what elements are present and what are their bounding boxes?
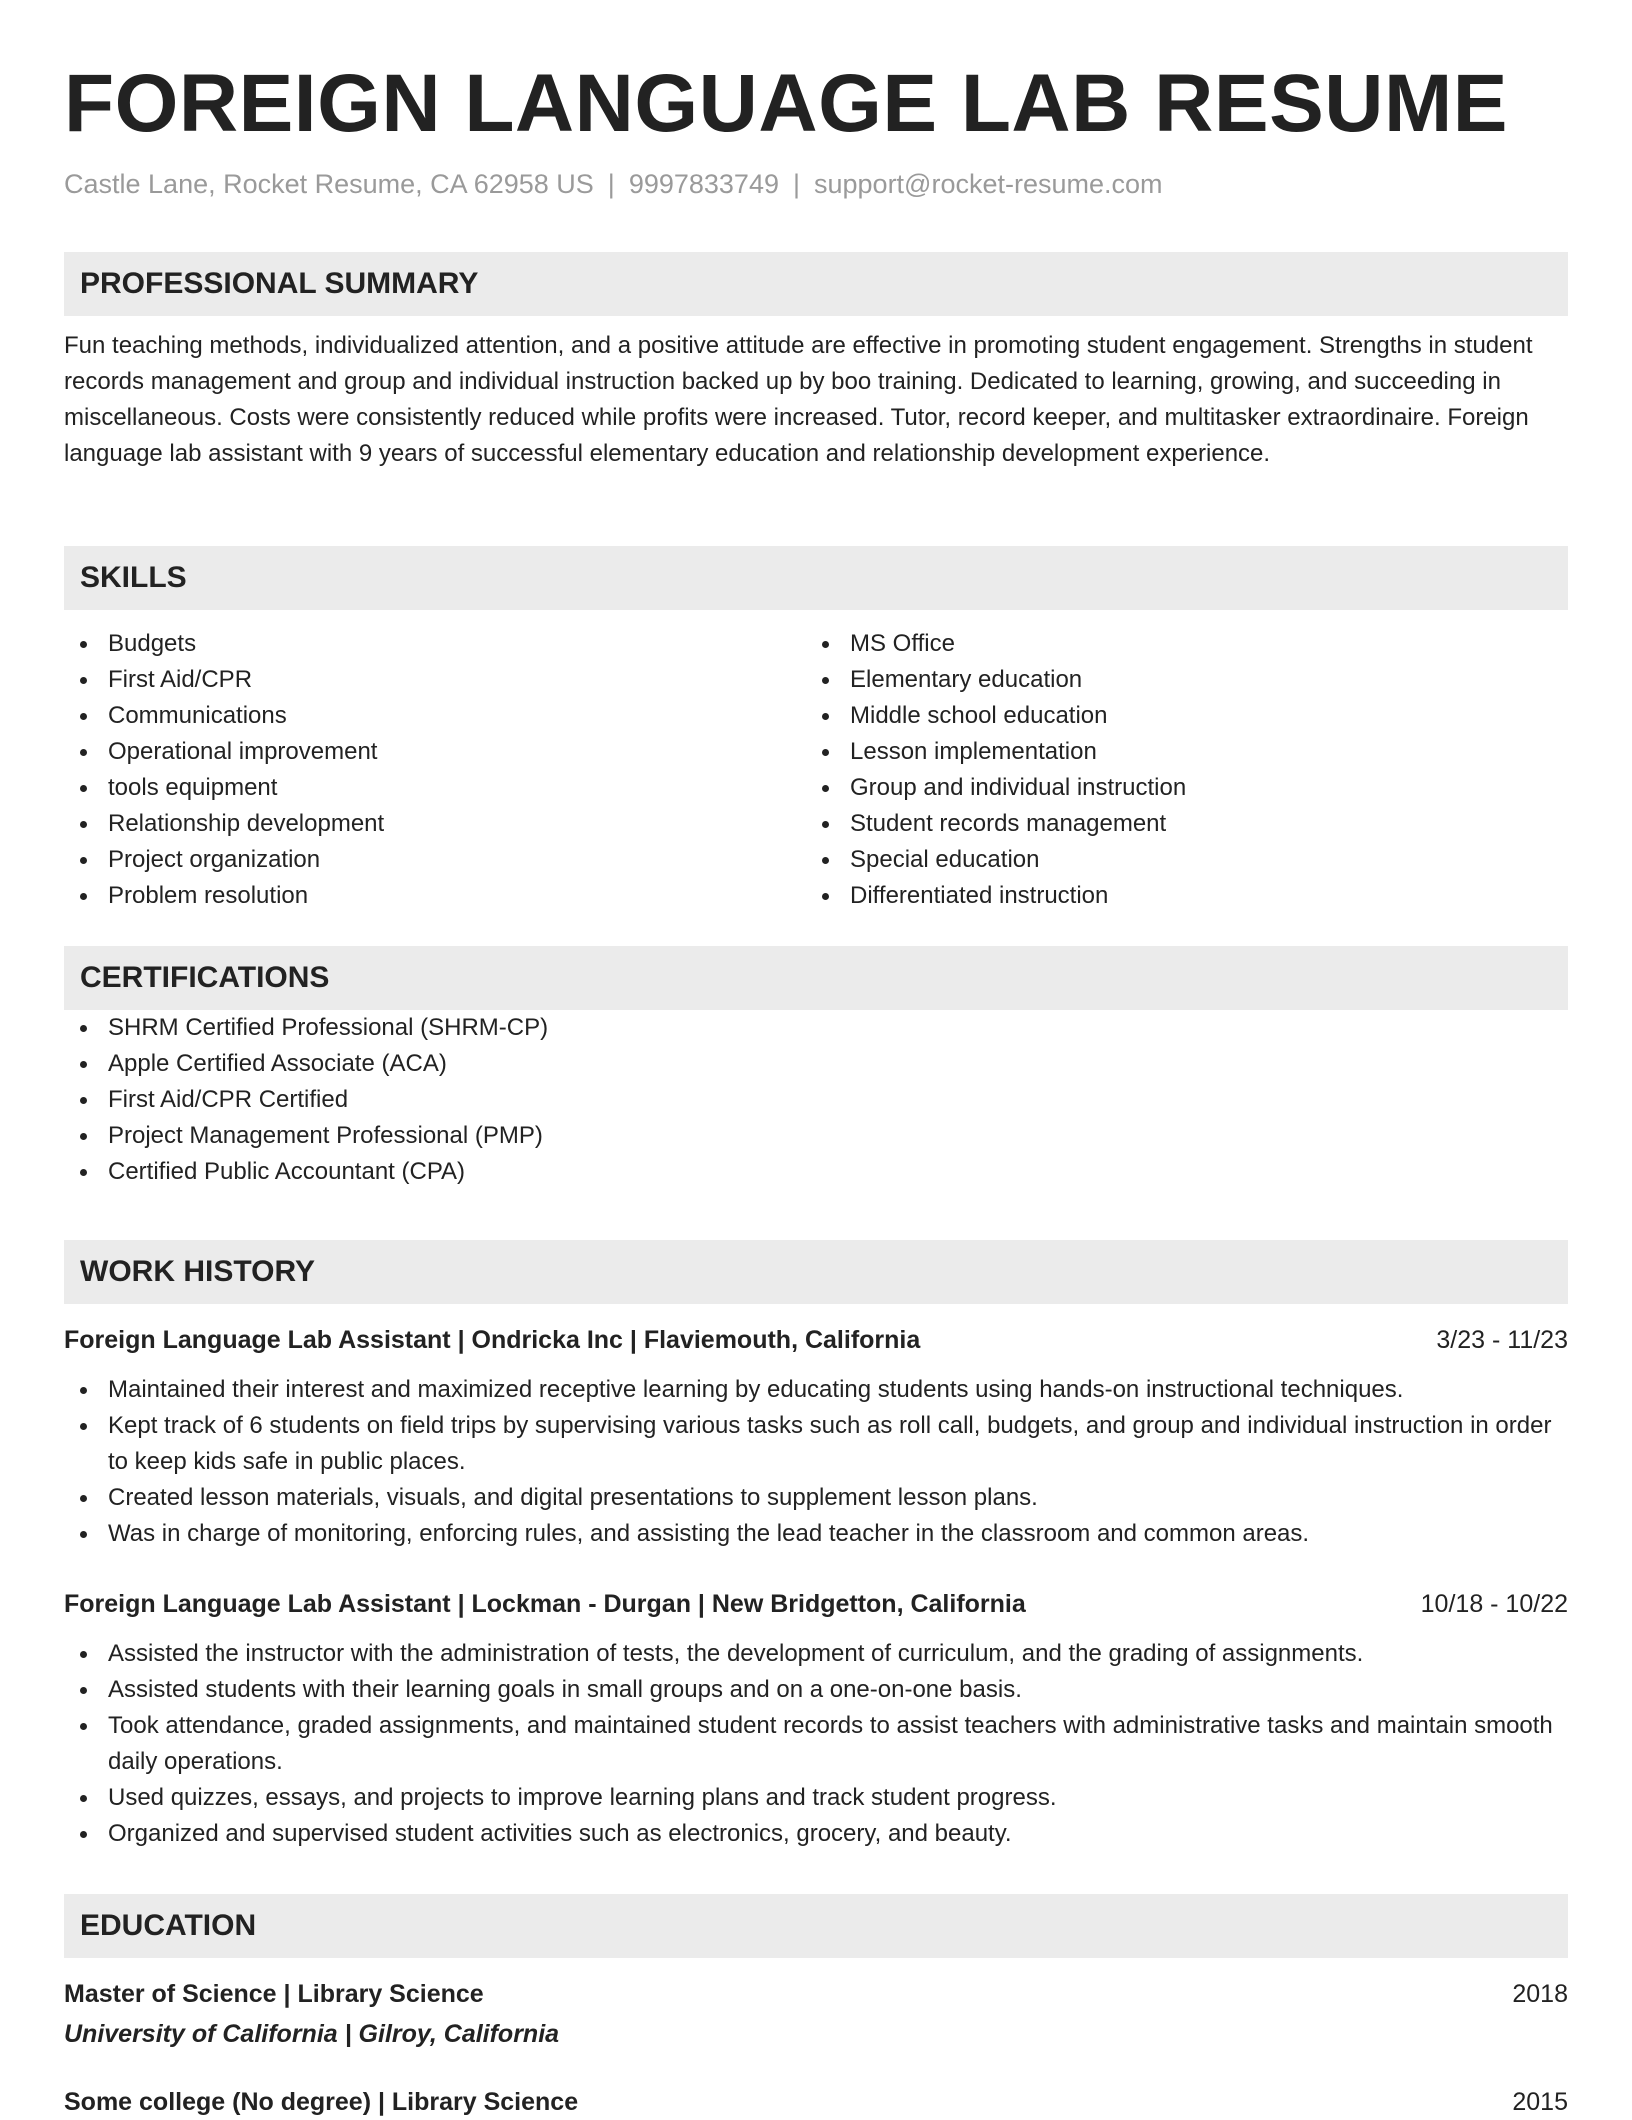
- skills-section: [64, 546, 1568, 914]
- job-bullet: Assisted the instructor with the administration of tests, the development of curriculum, and the grading of assignments.: [64, 1636, 1568, 1672]
- work-history-heading: WORK HISTORY: [64, 1240, 1568, 1304]
- education-entry: [64, 2084, 1568, 2120]
- contact-phone: 9997833749: [628, 169, 779, 199]
- job-entry: [64, 1586, 1568, 1852]
- education-heading: EDUCATION: [64, 1894, 1568, 1958]
- skill-item: Differentiated instruction: [806, 878, 1548, 914]
- skills-heading: SKILLS: [64, 546, 1568, 610]
- contact-separator: |: [607, 169, 615, 199]
- certifications-list: [64, 1010, 1568, 1190]
- skill-item: Student records management: [806, 806, 1548, 842]
- education-entry: [64, 1976, 1568, 2052]
- contact-email[interactable]: support@rocket-resume.com: [814, 169, 1163, 199]
- skill-item: MS Office: [806, 626, 1548, 662]
- certification-item: First Aid/CPR Certified: [64, 1082, 1568, 1118]
- job-bullet: Used quizzes, essays, and projects to improve learning plans and track student progress.: [64, 1780, 1568, 1816]
- certifications-section: [64, 946, 1568, 1190]
- job-header: [64, 1586, 1568, 1622]
- resume-header: [64, 52, 1568, 202]
- summary-text: Fun teaching methods, individualized attention, and a positive attitude are effective in promoting student engagement. Strengths in student records management and group and individual instruction backed up by boo training. Dedicated to learning, growing, and succeeding in miscellaneous. Costs were consistently reduced while profits were increased. Tutor, record keeper, and multitasker extraordinaire. Foreign language lab assistant with 9 years of successful elementary education and relationship development experience.: [64, 332, 1533, 467]
- job-bullet: Maintained their interest and maximized receptive learning by educating students using hands-on instructional techniques.: [64, 1372, 1568, 1408]
- skill-item: Lesson implementation: [806, 734, 1548, 770]
- job-title: Foreign Language Lab Assistant | Ondricka Inc | Flaviemouth, California: [64, 1326, 921, 1354]
- skills-list-right: [806, 626, 1548, 914]
- education-header: [64, 2084, 1568, 2120]
- job-bullet: Created lesson materials, visuals, and digital presentations to supplement lesson plans.: [64, 1480, 1568, 1516]
- job-title: Foreign Language Lab Assistant | Lockman - Durgan | New Bridgetton, California: [64, 1590, 1026, 1618]
- education-year: 2018: [1512, 1980, 1568, 2008]
- skill-item: Elementary education: [806, 662, 1548, 698]
- job-bullet: Assisted students with their learning goals in small groups and on a one-on-one basis.: [64, 1672, 1568, 1708]
- job-bullet: Kept track of 6 students on field trips by supervising various tasks such as roll call, budgets, and group and individual instruction in order to keep kids safe in public places.: [64, 1408, 1568, 1480]
- certifications-heading: CERTIFICATIONS: [64, 946, 1568, 1010]
- job-bullets: [64, 1372, 1568, 1552]
- education-year: 2015: [1512, 2088, 1568, 2116]
- job-bullet: Was in charge of monitoring, enforcing rules, and assisting the lead teacher in the classroom and common areas.: [64, 1516, 1568, 1552]
- skill-item: Operational improvement: [64, 734, 806, 770]
- skill-item: Relationship development: [64, 806, 806, 842]
- contact-line: [64, 166, 1568, 202]
- education-school: University of California | Gilroy, California: [64, 2020, 560, 2048]
- certification-item: SHRM Certified Professional (SHRM-CP): [64, 1010, 1568, 1046]
- resume-title: FOREIGN LANGUAGE LAB RESUME: [64, 58, 1508, 149]
- certification-item: Certified Public Accountant (CPA): [64, 1154, 1568, 1190]
- job-header: [64, 1322, 1568, 1358]
- contact-address: Castle Lane, Rocket Resume, CA 62958 US: [64, 169, 594, 199]
- certification-item: Project Management Professional (PMP): [64, 1118, 1568, 1154]
- summary-heading: PROFESSIONAL SUMMARY: [64, 252, 1568, 316]
- skill-item: Project organization: [64, 842, 806, 878]
- skill-item: Group and individual instruction: [806, 770, 1548, 806]
- skill-item: Problem resolution: [64, 878, 806, 914]
- summary-section: [64, 252, 1568, 472]
- skill-item: Special education: [806, 842, 1548, 878]
- job-bullet: Took attendance, graded assignments, and maintained student records to assist teachers with administrative tasks and maintain smooth daily operations.: [64, 1708, 1568, 1780]
- skills-list-left: [64, 626, 806, 914]
- job-bullet: Organized and supervised student activities such as electronics, grocery, and beauty.: [64, 1816, 1568, 1852]
- skill-item: First Aid/CPR: [64, 662, 806, 698]
- job-entry: [64, 1322, 1568, 1552]
- certification-item: Apple Certified Associate (ACA): [64, 1046, 1568, 1082]
- work-history-section: [64, 1240, 1568, 1852]
- skill-item: Communications: [64, 698, 806, 734]
- education-header: [64, 1976, 1568, 2012]
- education-degree: Master of Science | Library Science: [64, 1980, 484, 2008]
- job-dates: 3/23 - 11/23: [1436, 1326, 1568, 1354]
- education-degree: Some college (No degree) | Library Science: [64, 2088, 579, 2116]
- job-dates: 10/18 - 10/22: [1420, 1590, 1568, 1618]
- job-bullets: [64, 1636, 1568, 1852]
- contact-separator: |: [792, 169, 800, 199]
- skill-item: Budgets: [64, 626, 806, 662]
- skill-item: tools equipment: [64, 770, 806, 806]
- skill-item: Middle school education: [806, 698, 1548, 734]
- education-section: [64, 1894, 1568, 2120]
- skills-columns: [64, 626, 1568, 914]
